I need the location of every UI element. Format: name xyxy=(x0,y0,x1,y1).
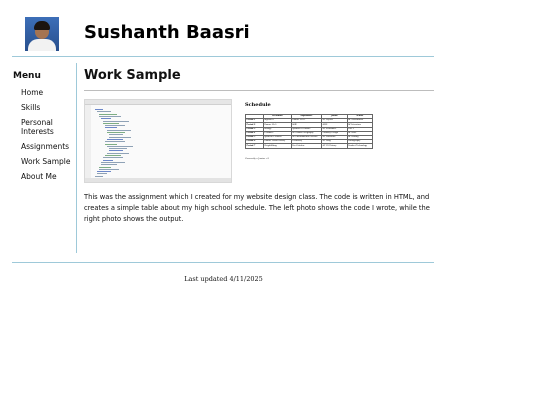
nav-link-about-me[interactable]: About Me xyxy=(21,172,57,181)
code-line xyxy=(105,155,121,156)
code-line xyxy=(99,116,121,117)
last-updated: Last updated 4/11/2025 xyxy=(184,275,263,283)
code-line xyxy=(105,144,117,145)
header-divider xyxy=(12,56,434,57)
schedule-cell: Biology xyxy=(263,127,291,131)
schedule-header-cell: Sophomore xyxy=(291,115,321,119)
output-screenshot xyxy=(242,99,376,169)
sidebar-nav xyxy=(21,88,73,187)
schedule-cell: Period 2 xyxy=(246,123,264,127)
code-line xyxy=(105,141,125,142)
code-line xyxy=(109,134,123,135)
code-line xyxy=(95,176,103,177)
sidebar-divider xyxy=(76,63,77,253)
code-line xyxy=(99,169,119,170)
code-line xyxy=(103,157,123,158)
code-line xyxy=(97,111,111,112)
editor-status-bar xyxy=(85,178,231,182)
code-line xyxy=(105,127,117,128)
content-divider xyxy=(84,90,434,91)
site-title: Sushanth Baasri xyxy=(84,22,250,43)
nav-link-home[interactable]: Home xyxy=(21,88,44,97)
code-line xyxy=(103,121,129,122)
code-line xyxy=(97,171,111,172)
schedule-cell: AME xyxy=(291,123,321,127)
schedule-table xyxy=(245,114,373,149)
schedule-cell: AP Stats xyxy=(347,131,372,135)
code-line xyxy=(109,150,123,151)
schedule-cell: Honors World History xyxy=(263,140,291,144)
schedule-cell: Period 4 xyxy=(246,131,264,135)
nav-link-skills[interactable]: Skills xyxy=(21,103,41,112)
schedule-cell: AP Literature xyxy=(347,123,372,127)
schedule-cell: Algebra II xyxy=(263,119,291,123)
code-line xyxy=(107,153,129,154)
schedule-cell: Spanish III Honors xyxy=(291,127,321,131)
code-line xyxy=(109,148,127,149)
output-footer-note: Currently a Junior <3 xyxy=(245,157,270,160)
schedule-cell: Product Technology xyxy=(347,144,372,148)
schedule-cell: Honors LA 11 xyxy=(291,119,321,123)
schedule-header-cell: Senior xyxy=(347,115,372,119)
code-line xyxy=(109,137,131,138)
code-line xyxy=(103,123,119,124)
schedule-cell: AP Physics xyxy=(322,119,347,123)
schedule-cell: Period 5 xyxy=(246,135,264,139)
schedule-cell: Honors LA 9 xyxy=(263,123,291,127)
schedule-cell: Photography xyxy=(347,140,372,144)
schedule-cell: Period 1 xyxy=(246,119,264,123)
schedule-header-cell: Freshman xyxy=(263,115,291,119)
schedule-header-cell: Junior xyxy=(322,115,347,119)
site-header xyxy=(0,0,540,56)
code-screenshot xyxy=(84,99,232,183)
code-line xyxy=(101,162,125,163)
schedule-cell: Weightlifting xyxy=(263,144,291,148)
code-line xyxy=(107,139,123,140)
editor-tab-bar xyxy=(85,100,231,105)
code-line xyxy=(99,114,117,115)
nav-link-personal-interests[interactable]: Personal Interests xyxy=(21,118,54,136)
schedule-cell: Period 6 xyxy=(246,140,264,144)
nav-link-work-sample[interactable]: Work Sample xyxy=(21,157,71,166)
code-line xyxy=(107,146,133,147)
footer-divider xyxy=(12,262,434,263)
schedule-cell: Period 7 xyxy=(246,144,264,148)
schedule-cell: AP Lang xyxy=(322,140,347,144)
schedule-cell: Pre-Calculus xyxy=(291,144,321,148)
page-title: Work Sample xyxy=(84,68,181,83)
schedule-cell: Period 3 xyxy=(246,127,264,131)
schedule-cell: AP Environmental Science xyxy=(291,135,321,139)
schedule-cell: AP Human Geography xyxy=(291,131,321,135)
schedule-cell: AME xyxy=(322,123,347,127)
code-line xyxy=(107,130,131,131)
schedule-cell: AP Government xyxy=(347,119,372,123)
work-sample-description: This was the assignment which I created for my website design class. The code is written in HTML, and creates a simple table about my high school schedule. The left photo shows the code I wrote, while the right photo shows the output. xyxy=(84,193,430,223)
code-line xyxy=(97,173,107,174)
code-line xyxy=(105,125,125,126)
schedule-row xyxy=(246,144,373,148)
code-line xyxy=(95,109,103,110)
schedule-cell: Pathway Design xyxy=(322,131,347,135)
schedule-cell: AP Writing xyxy=(347,135,372,139)
schedule-cell: AP Economics xyxy=(322,127,347,131)
code-line xyxy=(101,164,117,165)
code-line xyxy=(99,167,111,168)
schedule-cell: Spanish II Honors xyxy=(263,135,291,139)
nav-link-assignments[interactable]: Assignments xyxy=(21,142,70,151)
schedule-cell: AP Literature xyxy=(322,135,347,139)
code-line xyxy=(107,132,125,133)
schedule-cell: Calc 3 xyxy=(347,127,372,131)
schedule-cell: Chemistry xyxy=(291,140,321,144)
schedule-cell: AP US History xyxy=(322,144,347,148)
code-line xyxy=(103,160,113,161)
code-line xyxy=(101,118,111,119)
editor-gutter xyxy=(85,105,91,178)
schedule-cell: Ceramics xyxy=(263,131,291,135)
menu-title: Menu xyxy=(13,71,41,81)
output-title: Schedule xyxy=(245,102,271,108)
profile-photo xyxy=(25,17,59,51)
